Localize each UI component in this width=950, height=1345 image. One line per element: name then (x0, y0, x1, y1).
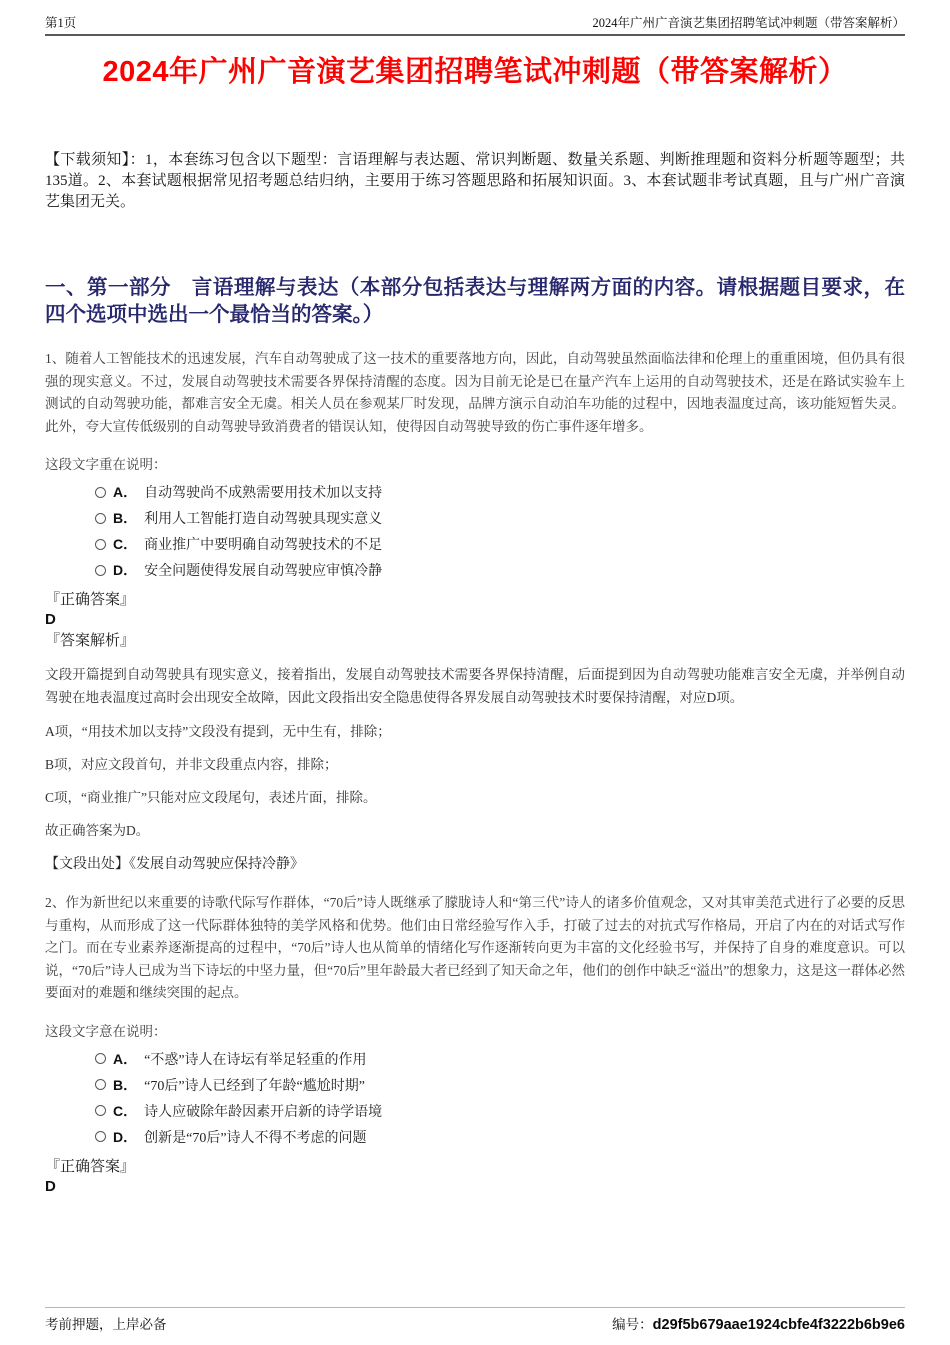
option-d (95, 1124, 905, 1150)
question-2 (45, 892, 905, 1196)
correct-answer-value: D (45, 611, 56, 628)
option-text: 利用人工智能打造自动驾驶具现实意义 (144, 512, 383, 527)
option-text: 诗人应破除年龄因素开启新的诗学语境 (144, 1104, 383, 1120)
option-letter: C． (113, 1102, 138, 1119)
page-header (45, 0, 905, 36)
download-notice: 【下载须知】：1，本套练习包含以下题型：言语理解与表达题、常识判断题、数量关系题、判断推理题和资料分析题等题型；共135道。2、本套试题根据常见招考题总结归纳，主要用于练习答题思路和拓展知识面。3、本套试题非考试真题，且与广州广音演艺集团无关。 (45, 152, 905, 210)
radio-icon[interactable] (95, 539, 106, 550)
option-c (95, 1098, 905, 1124)
radio-icon[interactable] (95, 1053, 106, 1064)
option-letter: A． (113, 1050, 138, 1067)
option-text: 安全问题使得发展自动驾驶应审慎冷静 (144, 564, 383, 579)
radio-icon[interactable] (95, 1079, 106, 1090)
options-list (45, 479, 905, 583)
option-text: “不惑”诗人在诗坛有举足轻重的作用 (144, 1052, 367, 1068)
footer-serial (612, 1313, 905, 1333)
header-doc-title: 2024年广州广音演艺集团招聘笔试冲刺题（带答案解析） (592, 16, 905, 30)
options-list (45, 1046, 905, 1150)
question-prompt: 这段文字意在说明： (45, 1023, 167, 1039)
footer-slogan: 考前押题，上岸必备 (45, 1317, 167, 1332)
analysis-paragraph: A项，“用技术加以支持”文段没有提到，无中生有，排除； (45, 724, 391, 739)
question-stem: 2、作为新世纪以来重要的诗歌代际写作群体，“70后”诗人既继承了朦胧诗人和“第三代”诗人的诸多价值观念，又对其审美范式进行了必要的反思与重构，从而形成了这一代际群体独特的美学风格和优势。他们由日常经验写作入手，打破了过去的对抗式写作格局，开启了内在的对话式写作之门。而在专业素养逐渐提高的过程中，“70后”诗人也从简单的情绪化写作逐渐转向更为丰富的文化经验书写，并保持了自身的难度意识。可以说，“70后”诗人已成为当下诗坛的中坚力量，但“70后”里年龄最大者已经到了知天命之年，他们的创作中缺乏“溢出”的想象力，这是这一群体必然要面对的难题和继续突围的起点。 (45, 895, 905, 1000)
option-d (95, 557, 905, 583)
option-b (95, 505, 905, 531)
page-footer (45, 1307, 905, 1333)
option-letter: B． (113, 510, 138, 526)
correct-answer-label: 『正确答案』 (45, 592, 136, 608)
option-letter: C． (113, 536, 138, 552)
correct-answer-value: D (45, 1177, 56, 1195)
question-1 (45, 348, 905, 873)
radio-icon[interactable] (95, 1105, 106, 1116)
option-letter: D． (113, 562, 138, 578)
analysis-paragraph: 文段开篇提到自动驾驶具有现实意义，接着指出，发展自动驾驶技术需要各界保持清醒，后面提到因为自动驾驶功能难言安全无虞，并举例自动驾驶在地表温度过高时会出现安全故障，因此文段指出安全隐患使得各界发展自动驾驶技术时要保持清醒，对应D项。 (45, 667, 905, 705)
section-heading: 一、第一部分 言语理解与表达（本部分包括表达与理解两方面的内容。请根据题目要求，在四个选项中选出一个最恰当的答案。） (45, 277, 905, 326)
answer-analysis-label: 『答案解析』 (45, 633, 136, 649)
radio-icon[interactable] (95, 1131, 106, 1142)
correct-answer-label: 『正确答案』 (45, 1158, 136, 1175)
question-prompt: 这段文字重在说明： (45, 457, 167, 472)
option-text: 自动驾驶尚不成熟需要用技术加以支持 (144, 486, 383, 501)
option-a (95, 479, 905, 505)
option-letter: A． (113, 484, 138, 500)
question-stem: 1、随着人工智能技术的迅速发展，汽车自动驾驶成了这一技术的重要落地方向，因此，自动驾驶虽然面临法律和伦理上的重重困境，但仍具有很强的现实意义。不过，发展自动驾驶技术需要各界保持清醒的态度。因为目前无论是已在量产汽车上运用的自动驾驶技术，还是在路试实验车上测试的自动驾驶功能，都难言安全无虞。相关人员在参观某厂时发现，品牌方演示自动泊车功能的过程中，因地表温度过高，该功能短暂失灵。此外，夸大宣传低级别的自动驾驶导致消费者的错误认知，使得因自动驾驶导致的伤亡事件逐年增多。 (45, 351, 905, 434)
option-b (95, 1072, 905, 1098)
radio-icon[interactable] (95, 487, 106, 498)
analysis-conclusion: 故正确答案为D。 (45, 823, 150, 838)
radio-icon[interactable] (95, 513, 106, 524)
radio-icon[interactable] (95, 565, 106, 576)
option-letter: B． (113, 1076, 138, 1093)
footer-serial-label: 编号： (612, 1317, 653, 1332)
passage-source: 【文段出处】《发展自动驾驶应保持冷静》 (45, 857, 304, 872)
option-c (95, 531, 905, 557)
option-text: 创新是“70后”诗人不得不考虑的问题 (144, 1130, 367, 1146)
option-text: 商业推广中要明确自动驾驶技术的不足 (144, 538, 383, 553)
footer-serial-value: d29f5b679aae1924cbfe4f3222b6b9e6 (652, 1317, 905, 1333)
option-text: “70后”诗人已经到了年龄“尴尬时期” (144, 1078, 365, 1094)
analysis-paragraph: B项，对应文段首句，并非文段重点内容，排除； (45, 757, 338, 772)
option-a (95, 1046, 905, 1072)
analysis-paragraph: C项，“商业推广”只能对应文段尾句，表述片面，排除。 (45, 790, 377, 805)
option-letter: D． (113, 1128, 138, 1145)
document-title: 2024年广州广音演艺集团招聘笔试冲刺题（带答案解析） (102, 56, 848, 88)
page-number: 第1页 (45, 16, 77, 30)
